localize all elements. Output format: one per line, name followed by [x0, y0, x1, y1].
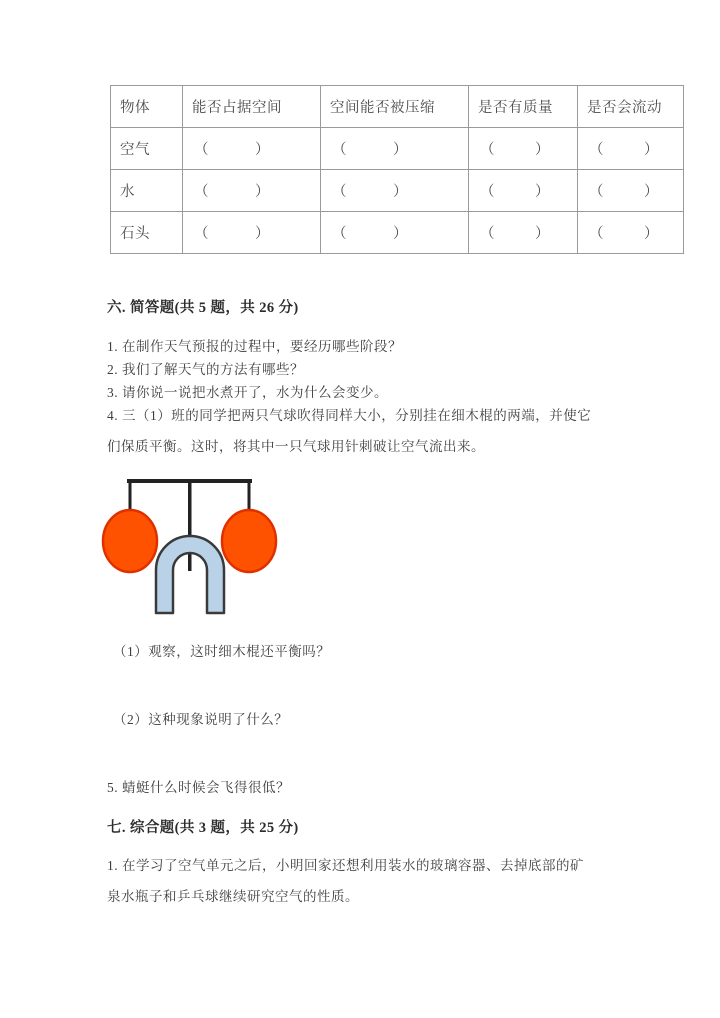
air-water-stone-properties-table	[110, 85, 684, 254]
question-6-4-line-1: 4. 三（1）班的同学把两只气球吹得同样大小，分别挂在细木棍的两端，并使它	[107, 408, 592, 423]
section-heading-seven: 七. 综合题(共 3 题，共 25 分)	[107, 820, 299, 836]
paren-left: （	[480, 142, 495, 158]
answer-blank-air-has-mass[interactable]	[469, 128, 578, 170]
paren-right: ）	[255, 226, 270, 242]
paren-left: （	[480, 184, 495, 200]
answer-blank-air-compressible[interactable]	[321, 128, 469, 170]
paren-left: （	[194, 142, 209, 158]
paren-left: （	[480, 226, 495, 242]
paren-left: （	[589, 142, 604, 158]
paren-right: ）	[644, 142, 659, 158]
question-6-1: 1. 在制作天气预报的过程中，要经历哪些阶段？	[107, 339, 402, 354]
question-7-1-line-1: 1. 在学习了空气单元之后，小明回家还想利用装水的玻璃容器、去掉底部的矿	[107, 858, 584, 873]
question-7-1-line-2: 泉水瓶子和乒乓球继续研究空气的性质。	[107, 889, 359, 904]
question-6-5: 5. 蜻蜓什么时候会飞得很低？	[107, 780, 290, 795]
sub-question-2: （2）这种现象说明了什么？	[113, 712, 289, 727]
table-row	[111, 212, 684, 254]
answer-blank-water-flows[interactable]	[578, 170, 684, 212]
balance-diagram-svg	[95, 460, 325, 625]
row-label-water: 水	[111, 170, 183, 212]
paren-left: （	[589, 226, 604, 242]
paren-right: ）	[535, 142, 550, 158]
center-post	[188, 479, 192, 571]
paren-left: （	[332, 142, 347, 158]
paren-right: ）	[393, 184, 408, 200]
balance-beam-with-balloons	[95, 460, 325, 625]
right-balloon-icon	[222, 510, 276, 572]
properties-table-container	[110, 85, 683, 254]
paren-right: ）	[393, 142, 408, 158]
table-header-row	[111, 86, 684, 128]
answer-blank-water-occupies-space[interactable]	[183, 170, 321, 212]
paren-right: ）	[644, 184, 659, 200]
paren-left: （	[332, 184, 347, 200]
table-row	[111, 128, 684, 170]
question-6-3: 3. 请你说一说把水煮开了，水为什么会变少。	[107, 385, 388, 400]
paren-left: （	[589, 184, 604, 200]
paren-right: ）	[393, 226, 408, 242]
paren-left: （	[194, 184, 209, 200]
left-balloon-icon	[103, 510, 157, 572]
question-6-4-line-2: 们保质平衡。这时，将其中一只气球用针刺破让空气流出来。	[107, 439, 485, 454]
answer-blank-stone-has-mass[interactable]	[469, 212, 578, 254]
row-label-air: 空气	[111, 128, 183, 170]
answer-blank-air-occupies-space[interactable]	[183, 128, 321, 170]
answer-blank-water-compressible[interactable]	[321, 170, 469, 212]
answer-blank-stone-flows[interactable]	[578, 212, 684, 254]
answer-blank-air-flows[interactable]	[578, 128, 684, 170]
arch-stand-shape	[156, 536, 224, 613]
answer-blank-stone-compressible[interactable]	[321, 212, 469, 254]
paren-right: ）	[255, 142, 270, 158]
table-header-cell: 是否会流动	[578, 86, 684, 128]
table-header-cell: 空间能否被压缩	[321, 86, 469, 128]
paren-right: ）	[535, 226, 550, 242]
row-label-stone: 石头	[111, 212, 183, 254]
paren-right: ）	[535, 184, 550, 200]
table-header-cell: 物体	[111, 86, 183, 128]
table-row	[111, 170, 684, 212]
paren-left: （	[194, 226, 209, 242]
paren-right: ）	[255, 184, 270, 200]
table-header-cell: 是否有质量	[469, 86, 578, 128]
answer-blank-stone-occupies-space[interactable]	[183, 212, 321, 254]
paren-right: ）	[644, 226, 659, 242]
sub-question-1: （1）观察，这时细木棍还平衡吗？	[113, 644, 331, 659]
answer-blank-water-has-mass[interactable]	[469, 170, 578, 212]
question-6-2: 2. 我们了解天气的方法有哪些？	[107, 362, 304, 377]
paren-left: （	[332, 226, 347, 242]
section-heading-six: 六. 简答题(共 5 题，共 26 分)	[107, 300, 299, 316]
table-header-cell: 能否占据空间	[183, 86, 321, 128]
